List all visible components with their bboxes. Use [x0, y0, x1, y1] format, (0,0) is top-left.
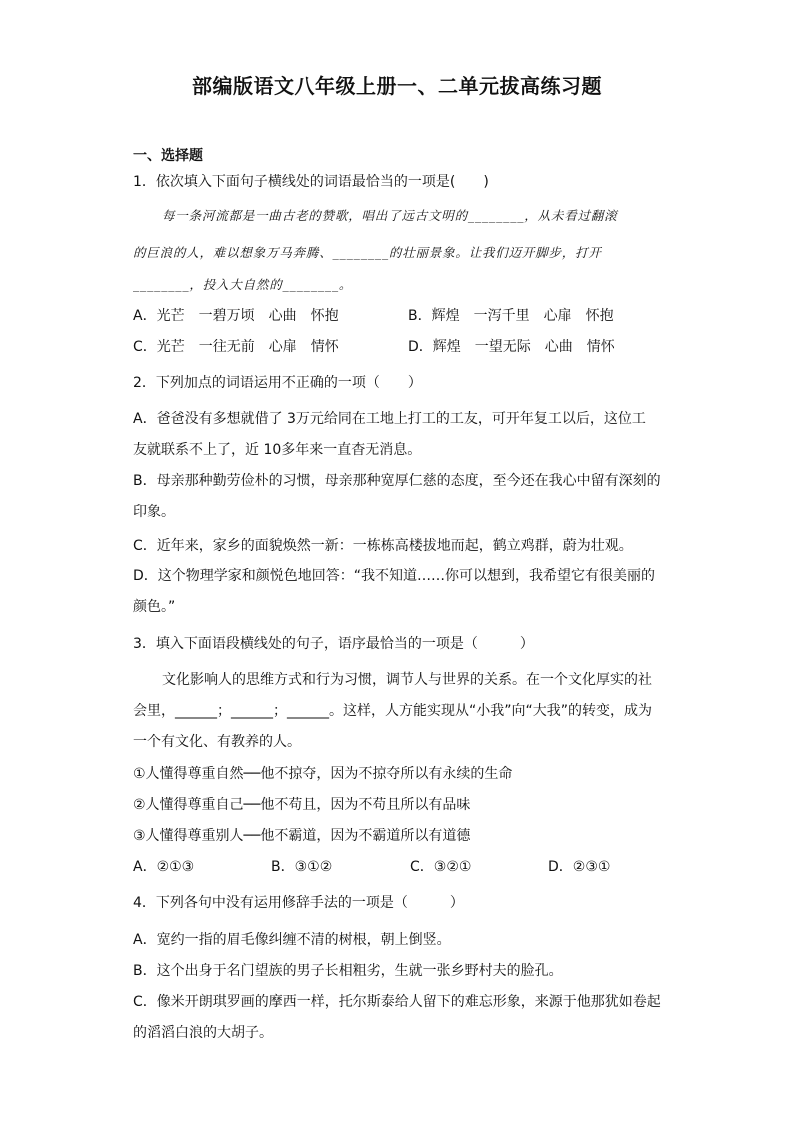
- q3-passage-line: 会里，______；______；______。这样，人方能实现从“小我”向“大我”的转变，成为: [133, 703, 653, 719]
- q3-item: ②人懂得尊重自己──他不苟且，因为不苟且所以有品味: [133, 797, 471, 813]
- q2-line: C．近年来，家乡的面貌焕然一新：一栋栋高楼拔地而起，鹤立鸡群，蔚为壮观。: [133, 538, 633, 554]
- q1-option-a: A．光芒 一碧万顷 心曲 怀抱: [133, 308, 339, 324]
- q3-option-c: C．③②①: [410, 859, 472, 875]
- q3-item: ③人懂得尊重别人──他不霸道，因为不霸道所以有道德: [133, 828, 471, 844]
- q2-line: 印象。: [133, 504, 175, 520]
- q2-line: 颜色。”: [133, 599, 176, 615]
- q3-option-b: B．③①②: [271, 859, 333, 875]
- q1-stem: 1．依次填入下面句子横线处的词语最恰当的一项是( ): [133, 174, 489, 190]
- q1-passage-line: 每一条河流都是一曲古老的赞歌，唱出了远古文明的________，从未看过翻滚: [162, 208, 618, 223]
- q2-stem: 2．下列加点的词语运用不正确的一项（ ）: [133, 375, 422, 391]
- q4-stem: 4．下列各句中没有运用修辞手法的一项是（ ）: [133, 895, 464, 911]
- section-heading: 一、选择题: [133, 148, 203, 164]
- q1-option-c: C．光芒 一往无前 心扉 情怀: [133, 339, 339, 355]
- q3-option-a: A．②①③: [133, 859, 195, 875]
- q1-passage-line: 的巨浪的人，难以想象万马奔腾、________的壮丽景象。让我们迈开脚步，打开: [133, 245, 602, 260]
- page-title: 部编版语文八年级上册一、二单元拔高练习题: [192, 74, 602, 98]
- q4-line: 的滔滔白浪的大胡子。: [133, 1025, 273, 1041]
- q3-passage-line: 一个有文化、有教养的人。: [133, 734, 301, 750]
- q4-line: B．这个出身于名门望族的男子长相粗劣，生就一张乡野村夫的脸孔。: [133, 963, 563, 979]
- q3-stem: 3．填入下面语段横线处的句子，语序最恰当的一项是（ ）: [133, 636, 534, 652]
- q2-line: 友就联系不上了，近 10多年来一直杳无消息。: [133, 442, 422, 458]
- q3-passage-line: 文化影响人的思维方式和行为习惯，调节人与世界的关系。在一个文化厚实的社: [162, 672, 652, 688]
- q1-option-d: D．辉煌 一望无际 心曲 情怀: [408, 339, 615, 355]
- q2-line: A．爸爸没有多想就借了 3万元给同在工地上打工的工友，可开年复工以后，这位工: [133, 411, 646, 427]
- q2-line: D．这个物理学家和颜悦色地回答：“我不知道……你可以想到，我希望它有很美丽的: [133, 568, 656, 584]
- q1-option-b: B．辉煌 一泻千里 心扉 怀抱: [408, 308, 614, 324]
- q4-line: A．宽约一指的眉毛像纠缠不清的树根，朝上倒竖。: [133, 932, 451, 948]
- q2-line: B．母亲那种勤劳俭朴的习惯，母亲那种宽厚仁慈的态度，至今还在我心中留有深刻的: [133, 473, 661, 489]
- q3-option-d: D．②③①: [548, 859, 611, 875]
- q4-line: C．像米开朗琪罗画的摩西一样，托尔斯泰给人留下的难忘形象，来源于他那犹如卷起: [133, 994, 661, 1010]
- q3-item: ①人懂得尊重自然──他不掠夺，因为不掠夺所以有永续的生命: [133, 766, 513, 782]
- q1-passage-line: ________，投入大自然的________。: [133, 277, 353, 292]
